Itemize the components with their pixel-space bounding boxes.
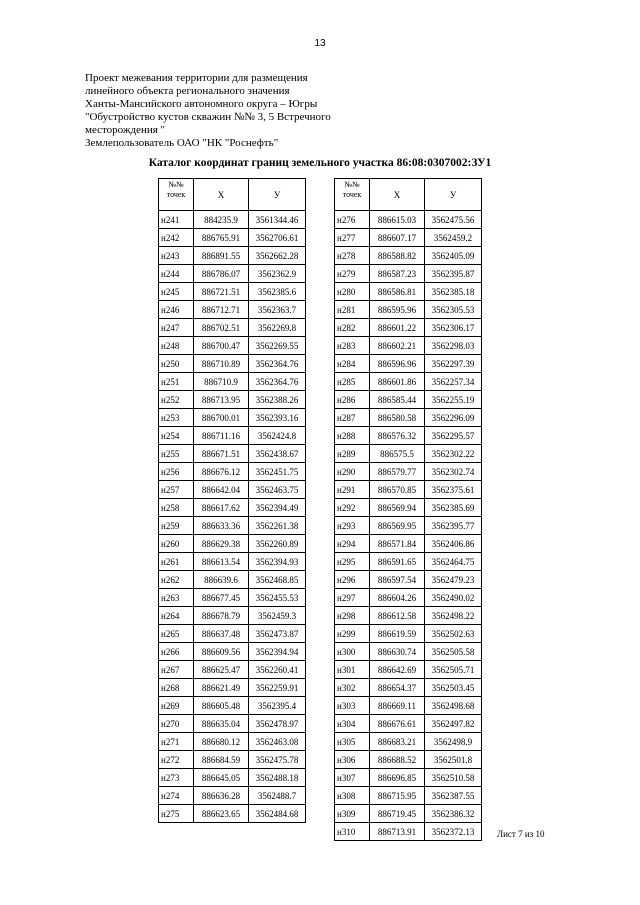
point-id-cell: н263	[159, 589, 194, 607]
x-coordinate-cell: 886678.79	[194, 607, 249, 625]
point-id-cell: н261	[159, 553, 194, 571]
y-coordinate-cell: 3562305.53	[425, 301, 482, 319]
y-coordinate-cell: 3562484.68	[249, 805, 306, 823]
table-row	[335, 589, 482, 607]
x-coordinate-cell: 886642.69	[370, 661, 425, 679]
point-id-cell: н250	[159, 355, 194, 373]
header-line: Землепользователь ОАО "НК "Роснефть"	[85, 137, 279, 149]
y-coordinate-cell: 3562498.22	[425, 607, 482, 625]
table-row	[159, 751, 306, 769]
table-row	[159, 769, 306, 787]
point-id-cell: н306	[335, 751, 370, 769]
y-coordinate-cell: 3562362.9	[249, 265, 306, 283]
table-row	[159, 589, 306, 607]
y-coordinate-cell: 3562372.13	[425, 823, 482, 841]
y-coordinate-cell: 3562501.8	[425, 751, 482, 769]
x-coordinate-cell: 886596.96	[370, 355, 425, 373]
point-id-cell: н244	[159, 265, 194, 283]
point-id-cell: н252	[159, 391, 194, 409]
y-coordinate-cell: 3562662.28	[249, 247, 306, 265]
point-id-cell: н285	[335, 373, 370, 391]
x-coordinate-cell: 886676.61	[370, 715, 425, 733]
y-coordinate-cell: 3562459.2	[425, 229, 482, 247]
point-id-cell: н300	[335, 643, 370, 661]
y-coordinate-cell: 3562498.9	[425, 733, 482, 751]
point-id-cell: н290	[335, 463, 370, 481]
table-row	[159, 373, 306, 391]
point-id-cell: н284	[335, 355, 370, 373]
table-row	[159, 427, 306, 445]
y-coordinate-cell: 3562395.87	[425, 265, 482, 283]
x-coordinate-cell: 886765.91	[194, 229, 249, 247]
table-row	[335, 409, 482, 427]
x-coordinate-cell: 886571.84	[370, 535, 425, 553]
x-coordinate-cell: 886585.44	[370, 391, 425, 409]
table-row	[335, 697, 482, 715]
point-id-cell: н273	[159, 769, 194, 787]
table-row	[335, 661, 482, 679]
y-coordinate-cell: 3562488.7	[249, 787, 306, 805]
table-row	[159, 463, 306, 481]
table-row	[159, 787, 306, 805]
table-row	[159, 733, 306, 751]
table-row	[335, 625, 482, 643]
table-row	[159, 247, 306, 265]
y-coordinate-cell: 3562488.18	[249, 769, 306, 787]
catalog-title: Каталог координат границ земельного участка 86:08:0307002:ЗУ1	[148, 157, 492, 169]
point-id-cell: н298	[335, 607, 370, 625]
x-coordinate-cell: 886569.94	[370, 499, 425, 517]
x-coordinate-cell: 886607.17	[370, 229, 425, 247]
table-row	[159, 535, 306, 553]
x-coordinate-cell: 886700.01	[194, 409, 249, 427]
y-coordinate-cell: 3562364.76	[249, 373, 306, 391]
y-coordinate-cell: 3562503.45	[425, 679, 482, 697]
point-id-cell: н292	[335, 499, 370, 517]
y-coordinate-cell: 3562406.86	[425, 535, 482, 553]
point-id-cell: н242	[159, 229, 194, 247]
point-id-cell: н258	[159, 499, 194, 517]
point-id-cell: н272	[159, 751, 194, 769]
y-coordinate-cell: 3562455.53	[249, 589, 306, 607]
y-coordinate-cell: 3562463.08	[249, 733, 306, 751]
point-id-cell: н270	[159, 715, 194, 733]
y-coordinate-cell: 3562490.02	[425, 589, 482, 607]
point-id-cell: н302	[335, 679, 370, 697]
point-id-cell: н259	[159, 517, 194, 535]
y-coordinate-cell: 3562424.8	[249, 427, 306, 445]
point-id-cell: н308	[335, 787, 370, 805]
table-row	[335, 643, 482, 661]
y-coordinate-cell: 3562498.68	[425, 697, 482, 715]
point-id-cell: н296	[335, 571, 370, 589]
x-coordinate-cell: 886630.74	[370, 643, 425, 661]
y-coordinate-cell: 3562706.61	[249, 229, 306, 247]
header-line: Ханты-Мансийского автономного округа – Югры	[85, 98, 318, 110]
table-row	[335, 805, 482, 823]
x-coordinate-cell: 886702.51	[194, 319, 249, 337]
document-header	[85, 72, 385, 150]
y-coordinate-cell: 3562298.03	[425, 337, 482, 355]
table-row	[159, 697, 306, 715]
point-id-cell: н304	[335, 715, 370, 733]
table-row	[159, 229, 306, 247]
y-coordinate-cell: 3562497.82	[425, 715, 482, 733]
x-coordinate-cell: 886615.03	[370, 211, 425, 229]
table-row	[335, 229, 482, 247]
point-id-cell: н299	[335, 625, 370, 643]
x-coordinate-cell: 886588.82	[370, 247, 425, 265]
y-coordinate-cell: 3562259.91	[249, 679, 306, 697]
page-number: 13	[314, 38, 326, 49]
header-line: линейного объекта регионального значения	[85, 85, 290, 97]
y-coordinate-cell: 3562394.49	[249, 499, 306, 517]
table-row	[335, 481, 482, 499]
table-row	[335, 355, 482, 373]
x-coordinate-cell: 886654.37	[370, 679, 425, 697]
point-id-cell: н291	[335, 481, 370, 499]
y-coordinate-cell: 3562388.26	[249, 391, 306, 409]
x-coordinate-cell: 886642.04	[194, 481, 249, 499]
point-id-cell: н281	[335, 301, 370, 319]
point-id-cell: н267	[159, 661, 194, 679]
table-row	[159, 211, 306, 229]
point-id-cell: н278	[335, 247, 370, 265]
table-row	[159, 337, 306, 355]
point-id-cell: н262	[159, 571, 194, 589]
point-id-cell: н256	[159, 463, 194, 481]
x-coordinate-cell: 886597.54	[370, 571, 425, 589]
point-id-cell: н282	[335, 319, 370, 337]
point-id-cell: н275	[159, 805, 194, 823]
y-coordinate-cell: 3562395.4	[249, 697, 306, 715]
x-coordinate-cell: 886595.96	[370, 301, 425, 319]
x-coordinate-cell: 886715.95	[370, 787, 425, 805]
x-coordinate-cell: 886576.32	[370, 427, 425, 445]
x-coordinate-cell: 886617.62	[194, 499, 249, 517]
table-row	[335, 283, 482, 301]
x-coordinate-cell: 886639.6	[194, 571, 249, 589]
x-coordinate-cell: 886570.85	[370, 481, 425, 499]
table-row	[335, 769, 482, 787]
x-coordinate-cell: 886625.47	[194, 661, 249, 679]
y-coordinate-cell: 3561344.46	[249, 211, 306, 229]
point-id-cell: н283	[335, 337, 370, 355]
x-coordinate-cell: 886688.52	[370, 751, 425, 769]
point-id-cell: н265	[159, 625, 194, 643]
table-row	[159, 715, 306, 733]
x-coordinate-cell: 886669.11	[370, 697, 425, 715]
y-coordinate-cell: 3562255.19	[425, 391, 482, 409]
point-id-cell: н264	[159, 607, 194, 625]
point-id-cell: н279	[335, 265, 370, 283]
x-coordinate-cell: 886713.95	[194, 391, 249, 409]
y-coordinate-cell: 3562475.78	[249, 751, 306, 769]
table-row	[159, 499, 306, 517]
y-coordinate-cell: 3562393.16	[249, 409, 306, 427]
x-coordinate-cell: 886721.51	[194, 283, 249, 301]
y-coordinate-cell: 3562468.85	[249, 571, 306, 589]
x-coordinate-cell: 886602.21	[370, 337, 425, 355]
y-coordinate-cell: 3562475.56	[425, 211, 482, 229]
table-header-row	[159, 179, 306, 211]
point-id-cell: н241	[159, 211, 194, 229]
table-row	[335, 715, 482, 733]
x-coordinate-cell: 886711.16	[194, 427, 249, 445]
x-coordinate-cell: 886680.12	[194, 733, 249, 751]
table-row	[335, 787, 482, 805]
point-id-cell: н260	[159, 535, 194, 553]
y-coordinate-cell: 3562438.67	[249, 445, 306, 463]
y-coordinate-cell: 3562297.39	[425, 355, 482, 373]
x-coordinate-cell: 884235.9	[194, 211, 249, 229]
y-coordinate-cell: 3562260.89	[249, 535, 306, 553]
x-coordinate-cell: 886587.23	[370, 265, 425, 283]
x-coordinate-cell: 886713.91	[370, 823, 425, 841]
y-coordinate-cell: 3562257.34	[425, 373, 482, 391]
x-coordinate-cell: 886619.59	[370, 625, 425, 643]
table-row	[335, 463, 482, 481]
point-id-cell: н310	[335, 823, 370, 841]
table-row	[159, 319, 306, 337]
point-id-cell: н288	[335, 427, 370, 445]
column-header-point-id: №№ точек	[159, 179, 194, 211]
point-id-cell: н280	[335, 283, 370, 301]
x-coordinate-cell: 886612.58	[370, 607, 425, 625]
table-row	[159, 805, 306, 823]
table-row	[335, 499, 482, 517]
y-coordinate-cell: 3562505.71	[425, 661, 482, 679]
table-row	[159, 301, 306, 319]
point-id-cell: н294	[335, 535, 370, 553]
x-coordinate-cell: 886580.58	[370, 409, 425, 427]
table-row	[159, 283, 306, 301]
column-header-y: У	[425, 179, 482, 211]
y-coordinate-cell: 3562375.61	[425, 481, 482, 499]
point-id-cell: н247	[159, 319, 194, 337]
point-id-cell: н303	[335, 697, 370, 715]
y-coordinate-cell: 3562394.94	[249, 643, 306, 661]
table-row	[159, 625, 306, 643]
x-coordinate-cell: 886569.95	[370, 517, 425, 535]
y-coordinate-cell: 3562463.75	[249, 481, 306, 499]
table-row	[335, 517, 482, 535]
x-coordinate-cell: 886891.55	[194, 247, 249, 265]
y-coordinate-cell: 3562473.87	[249, 625, 306, 643]
y-coordinate-cell: 3562296.09	[425, 409, 482, 427]
table-row	[159, 517, 306, 535]
table-row	[159, 409, 306, 427]
y-coordinate-cell: 3562302.22	[425, 445, 482, 463]
header-line: "Обустройство кустов скважин №№ 3, 5 Встречного	[85, 111, 331, 123]
column-header-point-id: №№ точек	[335, 179, 370, 211]
table-row	[335, 751, 482, 769]
x-coordinate-cell: 886677.45	[194, 589, 249, 607]
point-id-cell: н277	[335, 229, 370, 247]
point-id-cell: н266	[159, 643, 194, 661]
table-row	[335, 319, 482, 337]
point-id-cell: н248	[159, 337, 194, 355]
y-coordinate-cell: 3562364.76	[249, 355, 306, 373]
y-coordinate-cell: 3562269.55	[249, 337, 306, 355]
table-row	[335, 733, 482, 751]
header-line: Проект межевания территории для размещения	[85, 72, 308, 84]
x-coordinate-cell: 886591.65	[370, 553, 425, 571]
point-id-cell: н297	[335, 589, 370, 607]
table-row	[335, 211, 482, 229]
column-header-x: Х	[370, 179, 425, 211]
sheet-label: Лист 7 из 10	[497, 829, 545, 839]
y-coordinate-cell: 3562363.7	[249, 301, 306, 319]
x-coordinate-cell: 886635.04	[194, 715, 249, 733]
point-id-cell: н286	[335, 391, 370, 409]
y-coordinate-cell: 3562261.38	[249, 517, 306, 535]
point-id-cell: н243	[159, 247, 194, 265]
x-coordinate-cell: 886712.71	[194, 301, 249, 319]
x-coordinate-cell: 886605.48	[194, 697, 249, 715]
point-id-cell: н274	[159, 787, 194, 805]
x-coordinate-cell: 886676.12	[194, 463, 249, 481]
point-id-cell: н305	[335, 733, 370, 751]
x-coordinate-cell: 886601.86	[370, 373, 425, 391]
x-coordinate-cell: 886637.48	[194, 625, 249, 643]
point-id-cell: н269	[159, 697, 194, 715]
x-coordinate-cell: 886683.21	[370, 733, 425, 751]
y-coordinate-cell: 3562260.41	[249, 661, 306, 679]
x-coordinate-cell: 886609.56	[194, 643, 249, 661]
y-coordinate-cell: 3562459.3	[249, 607, 306, 625]
table-row	[335, 391, 482, 409]
table-row	[159, 355, 306, 373]
x-coordinate-cell: 886636.28	[194, 787, 249, 805]
point-id-cell: н293	[335, 517, 370, 535]
table-row	[159, 265, 306, 283]
header-line: месторождения "	[85, 124, 166, 136]
table-row	[335, 427, 482, 445]
y-coordinate-cell: 3562394.93	[249, 553, 306, 571]
point-id-cell: н253	[159, 409, 194, 427]
x-coordinate-cell: 886575.5	[370, 445, 425, 463]
y-coordinate-cell: 3562478.97	[249, 715, 306, 733]
x-coordinate-cell: 886786.07	[194, 265, 249, 283]
x-coordinate-cell: 886684.59	[194, 751, 249, 769]
x-coordinate-cell: 886621.49	[194, 679, 249, 697]
table-row	[335, 553, 482, 571]
y-coordinate-cell: 3562405.09	[425, 247, 482, 265]
table-row	[159, 571, 306, 589]
table-row	[159, 607, 306, 625]
table-row	[159, 661, 306, 679]
point-id-cell: н287	[335, 409, 370, 427]
y-coordinate-cell: 3562451.75	[249, 463, 306, 481]
table-row	[159, 391, 306, 409]
x-coordinate-cell: 886586.81	[370, 283, 425, 301]
table-row	[159, 643, 306, 661]
table-row	[335, 535, 482, 553]
y-coordinate-cell: 3562385.69	[425, 499, 482, 517]
x-coordinate-cell: 886579.77	[370, 463, 425, 481]
point-id-cell: н301	[335, 661, 370, 679]
point-id-cell: н276	[335, 211, 370, 229]
table-row	[159, 445, 306, 463]
x-coordinate-cell: 886645.05	[194, 769, 249, 787]
x-coordinate-cell: 886696.85	[370, 769, 425, 787]
y-coordinate-cell: 3562302.74	[425, 463, 482, 481]
point-id-cell: н307	[335, 769, 370, 787]
point-id-cell: н268	[159, 679, 194, 697]
point-id-cell: н245	[159, 283, 194, 301]
table-row	[335, 301, 482, 319]
x-coordinate-cell: 886613.54	[194, 553, 249, 571]
y-coordinate-cell: 3562387.55	[425, 787, 482, 805]
point-id-cell: н257	[159, 481, 194, 499]
point-id-cell: н309	[335, 805, 370, 823]
table-row	[335, 247, 482, 265]
point-id-cell: н251	[159, 373, 194, 391]
coordinates-table-left	[158, 178, 306, 823]
y-coordinate-cell: 3562306.17	[425, 319, 482, 337]
x-coordinate-cell: 886604.26	[370, 589, 425, 607]
x-coordinate-cell: 886710.9	[194, 373, 249, 391]
table-row	[159, 553, 306, 571]
table-row	[335, 679, 482, 697]
point-id-cell: н295	[335, 553, 370, 571]
point-id-cell: н271	[159, 733, 194, 751]
x-coordinate-cell: 886629.38	[194, 535, 249, 553]
y-coordinate-cell: 3562464.75	[425, 553, 482, 571]
table-row	[335, 571, 482, 589]
y-coordinate-cell: 3562295.57	[425, 427, 482, 445]
y-coordinate-cell: 3562386.32	[425, 805, 482, 823]
x-coordinate-cell: 886633.36	[194, 517, 249, 535]
y-coordinate-cell: 3562269.8	[249, 319, 306, 337]
table-row	[335, 607, 482, 625]
point-id-cell: н289	[335, 445, 370, 463]
table-row	[335, 823, 482, 841]
x-coordinate-cell: 886671.51	[194, 445, 249, 463]
table-row	[335, 373, 482, 391]
y-coordinate-cell: 3562505.58	[425, 643, 482, 661]
x-coordinate-cell: 886710.89	[194, 355, 249, 373]
y-coordinate-cell: 3562502.63	[425, 625, 482, 643]
y-coordinate-cell: 3562479.23	[425, 571, 482, 589]
y-coordinate-cell: 3562385.18	[425, 283, 482, 301]
table-row	[335, 445, 482, 463]
x-coordinate-cell: 886623.65	[194, 805, 249, 823]
point-id-cell: н246	[159, 301, 194, 319]
y-coordinate-cell: 3562385.6	[249, 283, 306, 301]
x-coordinate-cell: 886601.22	[370, 319, 425, 337]
column-header-y: У	[249, 179, 306, 211]
table-row	[159, 679, 306, 697]
table-row	[335, 265, 482, 283]
table-header-row	[335, 179, 482, 211]
coordinates-table-right	[334, 178, 482, 841]
x-coordinate-cell: 886700.47	[194, 337, 249, 355]
x-coordinate-cell: 886719.45	[370, 805, 425, 823]
table-row	[335, 337, 482, 355]
point-id-cell: н255	[159, 445, 194, 463]
y-coordinate-cell: 3562395.77	[425, 517, 482, 535]
y-coordinate-cell: 3562510.58	[425, 769, 482, 787]
point-id-cell: н254	[159, 427, 194, 445]
column-header-x: Х	[194, 179, 249, 211]
table-row	[159, 481, 306, 499]
